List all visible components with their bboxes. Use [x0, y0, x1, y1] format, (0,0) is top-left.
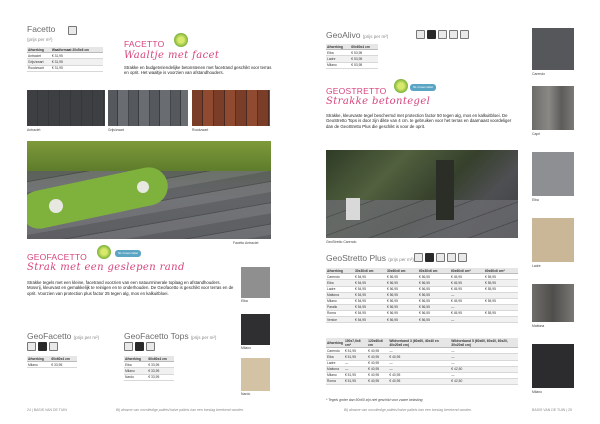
facetto-heading: FACETTO — [124, 39, 165, 49]
table-cell: € 56,95 — [386, 292, 418, 298]
table-cell: Ladre — [326, 286, 354, 292]
table-cell: € 45,95 — [450, 298, 484, 304]
table-cell: € 42,50 — [450, 378, 518, 384]
table-row: Antraciet € 31,95 — [27, 53, 103, 59]
table-cell: Parallo — [326, 304, 354, 310]
table-cell: € 54,95 — [354, 317, 386, 323]
facetto-price-unit: (prijs per m²) — [27, 37, 53, 42]
tile-size-icon — [438, 30, 447, 39]
tile-size-icon — [436, 253, 445, 262]
table-cell: — — [450, 348, 518, 354]
table-cell: Milano — [326, 372, 344, 378]
geotops-price-table: Afwerking 60x60x4 cm Elba € 33,95 Milano € 33,95 Nardo € 33,95 — [124, 356, 174, 381]
swatch-label: Milano — [532, 390, 542, 394]
geoalivo-price-table: Afwerking 60x60x4 cm Elba € 53,95 Ladre € 53,95 Milano € 53,95 — [326, 44, 378, 69]
table-cell: — — [450, 354, 518, 360]
protection-icon — [38, 342, 47, 351]
leaf-badge-icon — [394, 79, 408, 93]
table-cell: — — [388, 348, 450, 354]
table-cell: Mattona — [326, 292, 354, 298]
swatch-antraciet — [27, 90, 105, 126]
table-footnote: * Tegels groter dan 60x60 zijn niet geschikt voor zware belasting — [326, 398, 423, 402]
swatch-mattona — [532, 284, 574, 322]
swatch-label: Milano — [241, 346, 251, 350]
right-page — [300, 0, 600, 424]
facetto-script: Waaltje met facet — [124, 50, 220, 61]
swatch-elba — [532, 152, 574, 196]
table-cell: € 51,95 — [344, 372, 367, 378]
swatch-label: Mattona — [532, 324, 545, 328]
table-cell: — — [450, 317, 484, 323]
table-cell: Ladre — [326, 360, 344, 366]
swatch-roodzwart — [192, 90, 270, 126]
nl-groen-label-badge: NL Groen label — [115, 250, 141, 257]
table-cell: € 55,95 — [484, 280, 518, 286]
leaf-badge-icon — [97, 245, 111, 259]
geofacetto-description: Strakke tegels met een kleine, facetrand voorzien van een natuurminerale toplaag en afstandhouders. Mosvrij, kleurvast en gemakkelijk te reinigen en te onderhouden. De Geofacetto is geschikt voor terras en de oprit. Voorzien van protection plus factor 25 tegen alg, mos en kalkuitbloei. — [27, 280, 234, 296]
photo-caption: GeoStretto Carendo — [326, 240, 357, 244]
table-row: Roodzwart € 31,95 — [27, 65, 103, 71]
swatch-capri — [532, 86, 574, 130]
table-cell — [484, 317, 518, 323]
geofacetto-table-title: GeoFacetto (prijs per m²) — [27, 331, 100, 341]
table-cell: € 56,55 — [418, 280, 450, 286]
leaf-badge-icon — [174, 33, 188, 47]
table-cell: € 51,95 — [344, 378, 367, 384]
footer-note: Bij afname van onvolledige pallets/halve pallets kan een toeslag berekend worden. — [344, 408, 473, 412]
table-cell: € 56,55 — [418, 292, 450, 298]
table-cell: € 40,95 — [388, 372, 450, 378]
planter — [436, 160, 454, 220]
table-cell: — — [450, 360, 518, 366]
table-cell: — — [344, 360, 367, 366]
table-cell: Roma — [326, 310, 354, 316]
table-cell: € 45,95 — [450, 280, 484, 286]
facetto-title: Facetto — [27, 24, 56, 34]
table-cell: € 54,95 — [354, 298, 386, 304]
table-cell: € 55,95 — [484, 310, 518, 316]
geostretto-photo — [326, 150, 518, 238]
swatch-label: Elba — [532, 198, 539, 202]
table-cell: € 40,95 — [388, 378, 450, 384]
table-cell: € 56,95 — [386, 317, 418, 323]
table-cell: — — [450, 304, 484, 310]
swatch-label: Nardo — [241, 392, 251, 396]
footer-page-number: BASIS VAN DE TUIN | 25 — [532, 408, 572, 412]
skateboard-wheel — [137, 181, 149, 193]
table-row: Ladre € 53,95 — [326, 56, 378, 62]
facetto-description: Strakke en budgetvriendelijke betonstenen met facetrand geschikt voor terras en oprit. Het waaltje is voorzien van afstandhouders. — [124, 65, 272, 76]
swatch-milano — [241, 314, 270, 345]
table-cell: — — [450, 372, 518, 378]
swatch-label: Roodzwart — [192, 128, 209, 132]
table-cell: € 40,95 — [388, 354, 450, 360]
tile-shape-icon — [416, 30, 425, 39]
swatch-label: Ladre — [532, 264, 541, 268]
nl-groen-label-badge: NL Groen label — [410, 84, 436, 91]
table-cell: — — [388, 366, 450, 372]
tile-shape-icon — [68, 26, 77, 35]
facetto-price-table — [27, 47, 103, 72]
tile-shape-icon — [27, 342, 36, 351]
table-row: Milano € 33,95 — [27, 362, 77, 368]
tile-size-icon — [146, 342, 155, 351]
table-cell: € 40,95 — [367, 372, 388, 378]
tile-shape-icon — [124, 342, 133, 351]
swatch-label: Capri — [532, 132, 541, 136]
table-row: Elba € 33,95 — [124, 362, 174, 368]
table-cell: € 54,95 — [354, 292, 386, 298]
table-cell: Venice — [326, 317, 354, 323]
table-cell: Mattona — [326, 366, 344, 372]
table-cell: € 42,50 — [450, 366, 518, 372]
table-cell: € 40,95 — [367, 366, 388, 372]
table-cell: € 56,55 — [418, 298, 450, 304]
swatch-grijs-zwart — [108, 90, 188, 126]
geostretto-heading: GEOSTRETTO — [326, 86, 387, 96]
footer-page-number: 24 | BASIS VAN DE TUIN — [27, 408, 67, 412]
tile-size-icon — [49, 342, 58, 351]
swatch-carendo — [532, 28, 574, 70]
table-cell: € 56,95 — [386, 310, 418, 316]
table-cell: € 56,95 — [386, 286, 418, 292]
table-cell: € 40,95 — [367, 378, 388, 384]
table-cell: € 56,55 — [418, 310, 450, 316]
frost-icon — [447, 253, 456, 262]
protection-icon — [425, 253, 434, 262]
table-cell: Carendo — [326, 274, 354, 280]
table-cell: — — [344, 366, 367, 372]
geostretto-script: Strakke betontegel — [326, 96, 431, 107]
swatch-label: Carendo — [532, 72, 546, 76]
geofacetto-price-table: Afwerking 60x60x4 cm Milano € 33,95 — [27, 356, 77, 368]
table-cell: € 56,95 — [386, 280, 418, 286]
table-cell: € 54,95 — [354, 280, 386, 286]
table-cell: € 51,95 — [344, 348, 367, 354]
table-cell: Milano — [326, 298, 354, 304]
swatch-elba — [241, 267, 270, 298]
footer-note: Bij afname van onvolledige pallets/halve pallets kan een toeslag berekend worden. — [116, 408, 245, 412]
table-cell: Carendo — [326, 348, 344, 354]
swatch-label: Grijs/zwart — [108, 128, 125, 132]
protection-icon — [427, 30, 436, 39]
geofacetto-script: Strak met een geslepen rand — [27, 262, 185, 273]
table-cell: € 54,95 — [354, 310, 386, 316]
table-cell: € 45,95 — [450, 286, 484, 292]
facetto-photo — [27, 141, 271, 239]
table-row — [326, 317, 518, 323]
swatch-ladre — [532, 218, 574, 262]
table-cell: € 54,95 — [354, 286, 386, 292]
chess-piece — [346, 198, 360, 220]
table-cell: € 56,55 — [418, 274, 450, 280]
swatch-label: Elba — [241, 299, 248, 303]
table-header: Waalformaat 20x5x6 cm — [51, 47, 103, 53]
swatch-nardo — [241, 358, 270, 391]
table-cell: Elba — [326, 280, 354, 286]
table-cell: € 40,95 — [367, 354, 388, 360]
cleaning-icon — [460, 30, 469, 39]
protection-icon — [135, 342, 144, 351]
table-row: Milano € 53,95 — [326, 62, 378, 68]
cleaning-icon — [458, 253, 467, 262]
swatch-label: Antraciet — [27, 128, 41, 132]
table-row — [326, 378, 518, 384]
table-cell: € 56,55 — [418, 304, 450, 310]
geotops-table-title: GeoFacetto Tops (prijs per m²) — [124, 331, 217, 341]
skateboard-wheel — [49, 199, 63, 213]
table-cell: — — [388, 360, 450, 366]
table-cell: € 56,55 — [418, 286, 450, 292]
table-cell: € 55,95 — [484, 286, 518, 292]
geoalivo-title: GeoAlivo (prijs per m²) — [326, 30, 389, 40]
table-cell: € 40,95 — [367, 348, 388, 354]
tile-shape-icon — [414, 253, 423, 262]
table-cell: € 54,95 — [354, 274, 386, 280]
geostretto-plus-table: Afwerking 30x30x6 cm 30x60x6 cm 60x30x6 cm 60x60x6 cm* 60x60x6 cm* Carendo € 54,95 € 56,95 € 56,55 € 45,95 € 55,95 Elba € 54,95 € 56,95 € 56,55 € 45,95 € 55,95 Ladre € 54,95 € 56,95 € 56,55 € 45,95 € 55,95 Mattona € 54,95 € 56,95 € 56,55 — Milano € 54,95 € 56,95 € 56,55 € 45,95 € 55,95 Parallo € 54,95 € 56,95 € 56,55 — Roma € 54,95 € 56,95 € 56,55 € 45,95 € 55,95 Venice € 54,95 € 56,95 € 56,55 — — [326, 268, 518, 323]
table-cell: € 55,95 — [484, 298, 518, 304]
table-row: Milano € 33,95 — [124, 368, 174, 374]
table-cell: € 51,95 — [344, 354, 367, 360]
table-cell: € 56,55 — [418, 317, 450, 323]
table-cell: € 56,95 — [386, 304, 418, 310]
swatch-milano — [532, 344, 574, 388]
table-cell: € 54,95 — [354, 304, 386, 310]
table-row: Elba € 53,95 — [326, 50, 378, 56]
table-cell: Elba — [326, 354, 344, 360]
table-cell: € 45,95 — [450, 274, 484, 280]
table-row: Nardo € 33,95 — [124, 374, 174, 380]
geofacetto-heading: GEOFACETTO — [27, 252, 87, 262]
geostretto-description: Strakke, kleurvaste tegel beschermd met protection factor 50 tegen alg, mos en kalkuitbloei. De GeoStretto Tops is door zijn dikte van 4 cm. te gebruiken voor het terras en daarnaast voordeliger dan de GeoStretto Plus die geschikt is voor de oprit. — [326, 113, 512, 129]
geostretto-plus-title: GeoStretto Plus (prijs per m²) — [326, 253, 414, 263]
photo-caption: Facetto Antraciet — [233, 241, 259, 245]
table-cell: € 55,95 — [484, 274, 518, 280]
table-cell: — — [450, 292, 484, 298]
table-header: Afwerking — [27, 47, 51, 53]
table-cell: € 45,95 — [450, 310, 484, 316]
table-cell: € 56,95 — [386, 274, 418, 280]
table-cell: € 56,95 — [386, 298, 418, 304]
frost-icon — [449, 30, 458, 39]
table-cell: Roma — [326, 378, 344, 384]
table-cell: € 40,95 — [367, 360, 388, 366]
geostretto-plus-table-2: Afwerking 150x7,5x6 cm* 120x60x6 cm Wildverband 3 (60x60, 40x40 en 40x20x6 cm) Wildverband 5 (60x60, 60x40, 60x20, 30x20x6 cm) Carendo € 51,95 € 40,95 — — Elba € 51,95 € 40,95 € 40,95 — Ladre — € 40,95 — — Mattona — € 40,95 — € 42,50 Milano € 51,95 € 40,95 € 40,95 — Roma € 51,95 € 40,95 € 40,95 € 42,50 — [326, 338, 518, 385]
table-row: Grijs/zwart € 31,95 — [27, 59, 103, 65]
